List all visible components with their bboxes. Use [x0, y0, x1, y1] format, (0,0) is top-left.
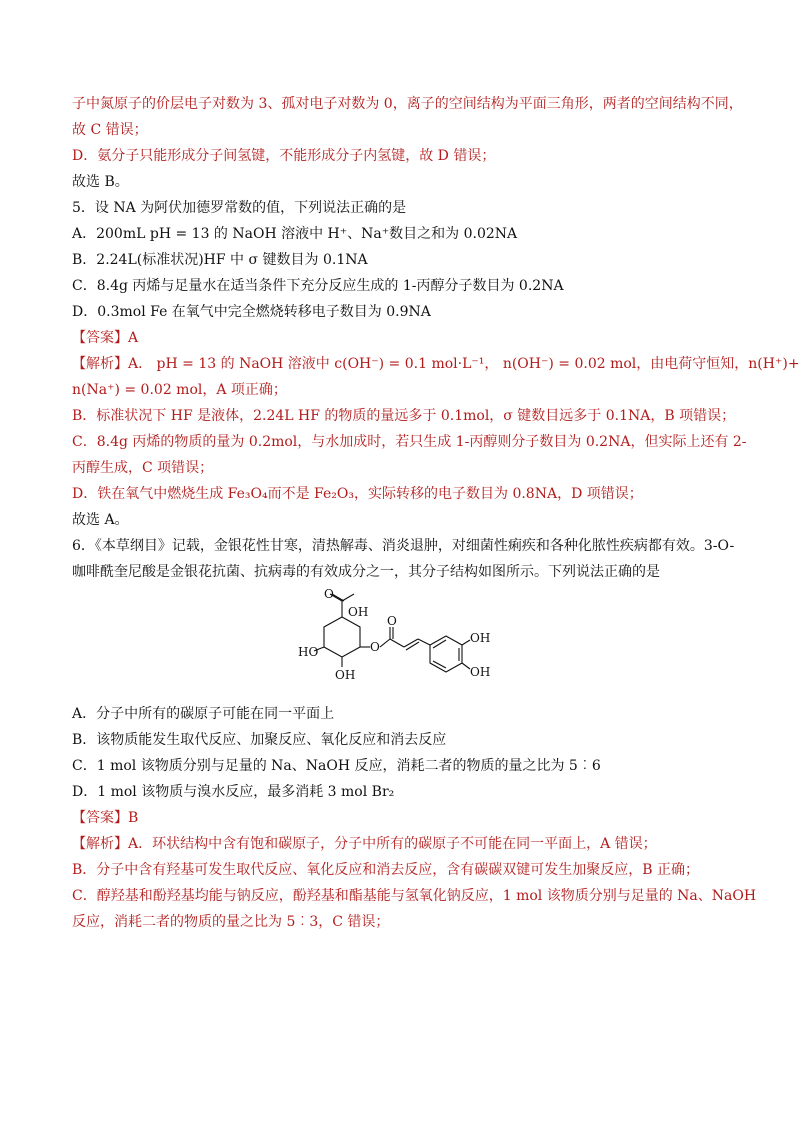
text-line: B．分子中含有羟基可发生取代反应、氧化反应和消去反应，含有碳碳双键可发生加聚反应，B 正确； [72, 862, 700, 878]
label-o1: O [324, 587, 334, 601]
cyclohexane-ring [314, 594, 470, 672]
label-oh1: OH [348, 605, 369, 619]
text-line: 6．《本草纲目》记载，金银花性甘寒，清热解毒、消炎退肿，对细菌性痢疾和各种化脓性疾病都有效。3-O- [72, 538, 735, 554]
text-line: A．分子中所有的碳原子可能在同一平面上 [72, 706, 335, 722]
text-line: C．8.4g 丙烯的物质的量为 0.2mol，与水加成时，若只生成 1-丙醇则分子数目为 0.2NA，但实际上还有 2- [72, 434, 747, 450]
text-line: 【答案】B [72, 810, 139, 826]
text-line: B．标准状况下 HF 是液体，2.24L HF 的物质的量远多于 0.1mol，σ 键数目远多于 0.1NA，B 项错误； [72, 408, 736, 424]
molecule-structure-figure [298, 587, 502, 699]
label-o2: O [370, 640, 380, 654]
text-line: 咖啡酰奎尼酸是金银花抗菌、抗病毒的有效成分之一，其分子结构如图所示。下列说法正确的是 [72, 564, 660, 580]
text-line: 【解析】A． pH = 13 的 NaOH 溶液中 c(OH⁻) = 0.1 mol·L⁻¹， n(OH⁻) = 0.02 mol，由电荷守恒知，n(H⁺)+ [72, 356, 800, 372]
text-line: B．2.24L(标准状况)HF 中 σ 键数目为 0.1NA [72, 252, 368, 268]
text-line: C．1 mol 该物质分别与足量的 Na、NaOH 反应，消耗二者的物质的量之比为 5︰6 [72, 758, 601, 774]
text-line: D．0.3mol Fe 在氧气中完全燃烧转移电子数目为 0.9NA [72, 304, 431, 320]
label-oh5: OH [470, 665, 491, 679]
label-oh3: OH [335, 668, 356, 682]
text-line: 5．设 NA 为阿伏加德罗常数的值，下列说法正确的是 [72, 200, 407, 216]
text-line: 故选 A。 [72, 512, 129, 528]
text-line: 【解析】A．环状结构中含有饱和碳原子，分子中所有的碳原子不可能在同一平面上，A 错误； [72, 836, 657, 852]
text-line: n(Na⁺) = 0.02 mol，A 项正确； [72, 382, 287, 398]
label-oh4: OH [470, 631, 491, 645]
text-line: 反应，消耗二者的物质的量之比为 5︰3，C 错误； [72, 914, 390, 930]
text-line: A．200mL pH = 13 的 NaOH 溶液中 H⁺、Na⁺数目之和为 0.02NA [72, 226, 518, 242]
text-line: 子中氮原子的价层电子对数为 3、孤对电子对数为 0，离子的空间结构为平面三角形，两者的空间结构不同， [72, 96, 743, 112]
text-line: 【答案】A [72, 330, 139, 346]
label-o3: O [387, 614, 397, 628]
text-line: B．该物质能发生取代反应、加聚反应、氧化反应和消去反应 [72, 732, 447, 748]
text-line: 故 C 错误； [72, 122, 148, 138]
document-body [72, 95, 800, 939]
text-block-top [72, 95, 800, 581]
text-line: 丙醇生成，C 项错误； [72, 460, 214, 476]
text-line: D．铁在氧气中燃烧生成 Fe₃O₄而不是 Fe₂O₃，实际转移的电子数目为 0.8NA，D 项错误； [72, 486, 643, 502]
text-line: D．氨分子只能形成分子间氢键，不能形成分子内氢键，故 D 错误； [72, 148, 496, 164]
label-ho: HO [298, 645, 319, 659]
text-line: 故选 B。 [72, 174, 129, 190]
text-line: D．1 mol 该物质与溴水反应，最多消耗 3 mol Br₂ [72, 784, 395, 800]
text-block-bottom [72, 705, 757, 931]
text-line: C．8.4g 丙烯与足量水在适当条件下充分反应生成的 1-丙醇分子数目为 0.2NA [72, 278, 564, 294]
text-line: C．醇羟基和酚羟基均能与钠反应，酚羟基和酯基能与氢氧化钠反应，1 mol 该物质分别与足量的 Na、NaOH [72, 888, 757, 904]
